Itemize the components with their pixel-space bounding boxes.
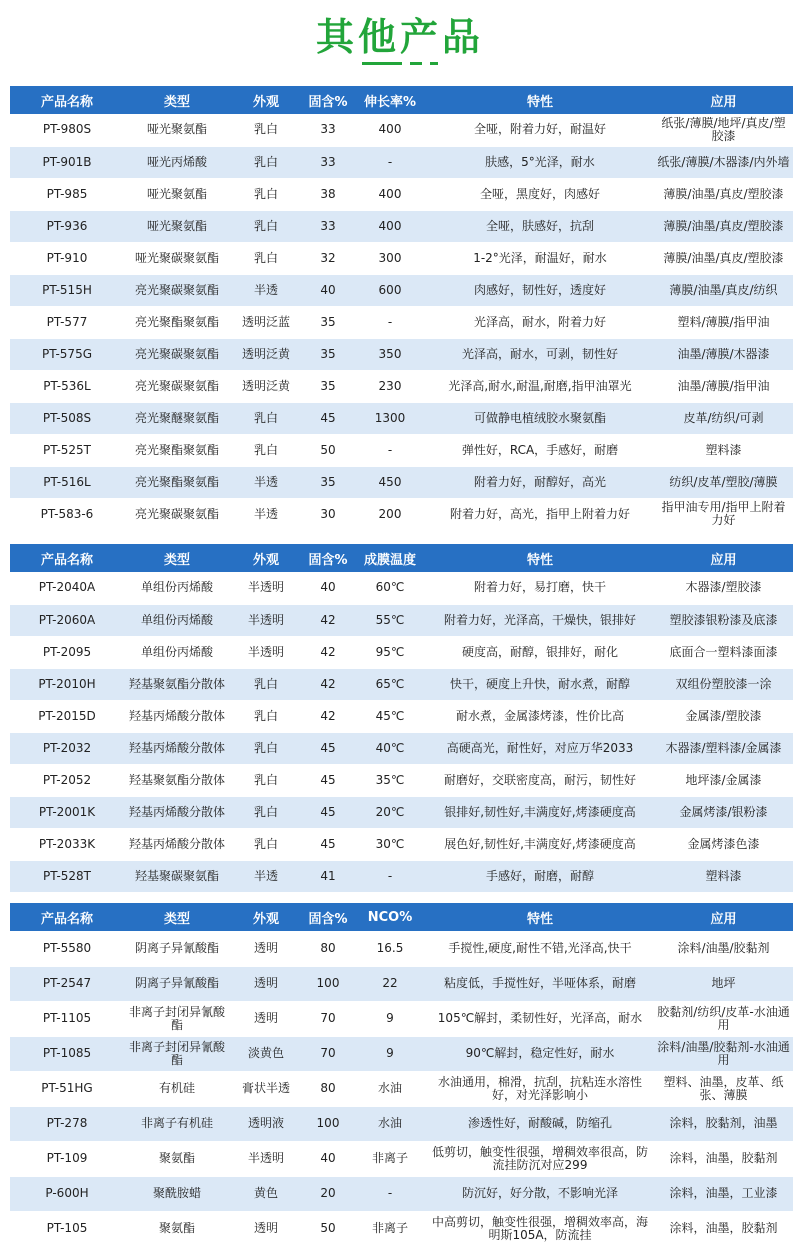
table-row: [10, 1211, 793, 1246]
cell-type: 亮光聚酯聚氨酯: [124, 434, 230, 466]
cell-appearance: 透明泛蓝: [230, 306, 302, 338]
cell-spec: 60℃: [354, 572, 426, 604]
cell-spec: 230: [354, 370, 426, 402]
title-underline: [362, 62, 438, 65]
cell-spec: 350: [354, 338, 426, 370]
column-header-application: 应用: [654, 86, 793, 114]
cell-solid-content: 45: [302, 796, 354, 828]
cell-application: 涂料，胶黏剂，油墨: [654, 1106, 793, 1141]
cell-properties: 低剪切，触变性很强，增稠效率很高，防流挂防沉对应299: [426, 1141, 654, 1176]
cell-product-name: PT-516L: [10, 466, 124, 498]
cell-solid-content: 30: [302, 498, 354, 530]
cell-product-name: PT-2040A: [10, 572, 124, 604]
cell-spec: 65℃: [354, 668, 426, 700]
table-header-row: [10, 544, 793, 572]
table-row: [10, 572, 793, 604]
cell-application: 油墨/薄膜/指甲油: [654, 370, 793, 402]
cell-solid-content: 38: [302, 178, 354, 210]
table-row: [10, 274, 793, 306]
cell-solid-content: 35: [302, 306, 354, 338]
cell-solid-content: 35: [302, 338, 354, 370]
column-header-application: 应用: [654, 544, 793, 572]
additive-crosslinker-table: [10, 903, 793, 1247]
cell-spec: 95℃: [354, 636, 426, 668]
column-header-properties: 特性: [426, 544, 654, 572]
cell-solid-content: 80: [302, 1071, 354, 1106]
cell-solid-content: 100: [302, 1106, 354, 1141]
cell-properties: 附着力好，耐醇好，高光: [426, 466, 654, 498]
cell-appearance: 透明泛黄: [230, 338, 302, 370]
cell-application: 薄膜/油墨/真皮/塑胶漆: [654, 178, 793, 210]
cell-type: 聚氨酯: [124, 1141, 230, 1176]
cell-spec: 400: [354, 210, 426, 242]
cell-appearance: 透明: [230, 966, 302, 1001]
cell-solid-content: 35: [302, 370, 354, 402]
cell-properties: 90℃解封，稳定性好，耐水: [426, 1036, 654, 1071]
cell-application: 薄膜/油墨/真皮/纺织: [654, 274, 793, 306]
cell-spec: -: [354, 860, 426, 892]
cell-properties: 全哑，黑度好，肉感好: [426, 178, 654, 210]
cell-spec: 600: [354, 274, 426, 306]
cell-appearance: 淡黄色: [230, 1036, 302, 1071]
cell-properties: 105℃解封，柔韧性好，光泽高，耐水: [426, 1001, 654, 1036]
cell-application: 木器漆/塑胶漆: [654, 572, 793, 604]
cell-product-name: PT-508S: [10, 402, 124, 434]
cell-properties: 展色好,韧性好,丰满度好,烤漆硬度高: [426, 828, 654, 860]
cell-solid-content: 33: [302, 146, 354, 178]
cell-type: 亮光聚酯聚氨酯: [124, 306, 230, 338]
cell-spec: -: [354, 146, 426, 178]
cell-solid-content: 33: [302, 114, 354, 146]
cell-properties: 中高剪切，触变性很强，增稠效率高，海明斯105A，防流挂: [426, 1211, 654, 1246]
cell-spec: 9: [354, 1001, 426, 1036]
table-row: [10, 860, 793, 892]
column-header-solid-content: 固含%: [302, 544, 354, 572]
table-row: [10, 434, 793, 466]
table-row: [10, 1036, 793, 1071]
cell-product-name: PT-528T: [10, 860, 124, 892]
cell-solid-content: 80: [302, 931, 354, 966]
table-row: [10, 796, 793, 828]
table-row: [10, 306, 793, 338]
cell-solid-content: 35: [302, 466, 354, 498]
cell-appearance: 半透明: [230, 636, 302, 668]
cell-properties: 耐磨好，交联密度高，耐污，韧性好: [426, 764, 654, 796]
cell-product-name: PT-575G: [10, 338, 124, 370]
cell-solid-content: 42: [302, 604, 354, 636]
cell-type: 非离子封闭异氰酸酯: [124, 1036, 230, 1071]
cell-appearance: 膏状半透: [230, 1071, 302, 1106]
column-header-appearance: 外观: [230, 544, 302, 572]
cell-type: 亮光聚酯聚氨酯: [124, 466, 230, 498]
cell-type: 非离子封闭异氰酸酯: [124, 1001, 230, 1036]
cell-properties: 肉感好，韧性好，透度好: [426, 274, 654, 306]
column-header-properties: 特性: [426, 903, 654, 931]
cell-spec: 水油: [354, 1106, 426, 1141]
cell-spec: 非离子: [354, 1211, 426, 1246]
cell-spec: -: [354, 434, 426, 466]
cell-appearance: 乳白: [230, 700, 302, 732]
cell-properties: 附着力好，光泽高，干燥快，银排好: [426, 604, 654, 636]
cell-spec: 55℃: [354, 604, 426, 636]
cell-solid-content: 42: [302, 700, 354, 732]
cell-solid-content: 45: [302, 764, 354, 796]
cell-product-name: PT-2001K: [10, 796, 124, 828]
cell-solid-content: 50: [302, 1211, 354, 1246]
cell-appearance: 半透明: [230, 1141, 302, 1176]
column-header-type: 类型: [124, 86, 230, 114]
cell-spec: 16.5: [354, 931, 426, 966]
cell-product-name: PT-2032: [10, 732, 124, 764]
cell-type: 哑光丙烯酸: [124, 146, 230, 178]
column-header-type: 类型: [124, 544, 230, 572]
cell-solid-content: 40: [302, 274, 354, 306]
column-header-spec: NCO%: [354, 903, 426, 931]
cell-properties: 耐水煮，金属漆烤漆，性价比高: [426, 700, 654, 732]
cell-solid-content: 33: [302, 210, 354, 242]
column-header-application: 应用: [654, 903, 793, 931]
cell-spec: 1300: [354, 402, 426, 434]
cell-appearance: 乳白: [230, 242, 302, 274]
cell-properties: 附着力好，高光，指甲上附着力好: [426, 498, 654, 530]
cell-solid-content: 50: [302, 434, 354, 466]
column-header-product-name: 产品名称: [10, 903, 124, 931]
cell-product-name: PT-1085: [10, 1036, 124, 1071]
cell-type: 羟基聚碳聚氨酯: [124, 860, 230, 892]
cell-properties: 全哑，肤感好，抗刮: [426, 210, 654, 242]
table-row: [10, 178, 793, 210]
cell-application: 薄膜/油墨/真皮/塑胶漆: [654, 210, 793, 242]
cell-application: 金属烤漆/银粉漆: [654, 796, 793, 828]
cell-type: 亮光聚碳聚氨酯: [124, 338, 230, 370]
cell-application: 油墨/薄膜/木器漆: [654, 338, 793, 370]
column-header-spec: 成膜温度: [354, 544, 426, 572]
cell-product-name: PT-515H: [10, 274, 124, 306]
cell-appearance: 半透明: [230, 572, 302, 604]
cell-product-name: PT-910: [10, 242, 124, 274]
table-row: [10, 700, 793, 732]
table-row: [10, 1001, 793, 1036]
cell-properties: 银排好,韧性好,丰满度好,烤漆硬度高: [426, 796, 654, 828]
cell-product-name: PT-5580: [10, 931, 124, 966]
cell-product-name: PT-2010H: [10, 668, 124, 700]
cell-properties: 弹性好，RCA，手感好，耐磨: [426, 434, 654, 466]
table-row: [10, 466, 793, 498]
cell-application: 指甲油专用/指甲上附着力好: [654, 498, 793, 530]
cell-type: 单组份丙烯酸: [124, 604, 230, 636]
cell-application: 塑料、油墨，皮革、纸张、薄膜: [654, 1071, 793, 1106]
cell-application: 塑料漆: [654, 860, 793, 892]
cell-application: 塑料漆: [654, 434, 793, 466]
cell-product-name: PT-525T: [10, 434, 124, 466]
cell-appearance: 透明泛黄: [230, 370, 302, 402]
cell-properties: 粘度低，手搅性好，半哑体系，耐磨: [426, 966, 654, 1001]
cell-appearance: 乳白: [230, 434, 302, 466]
cell-type: 有机硅: [124, 1071, 230, 1106]
cell-product-name: PT-1105: [10, 1001, 124, 1036]
cell-product-name: PT-51HG: [10, 1071, 124, 1106]
cell-appearance: 乳白: [230, 668, 302, 700]
cell-application: 胶黏剂/纺织/皮革-水油通用: [654, 1001, 793, 1036]
cell-product-name: PT-936: [10, 210, 124, 242]
column-header-solid-content: 固含%: [302, 903, 354, 931]
cell-application: 涂料/油墨/胶黏剂-水油通用: [654, 1036, 793, 1071]
cell-application: 薄膜/油墨/真皮/塑胶漆: [654, 242, 793, 274]
cell-solid-content: 42: [302, 636, 354, 668]
cell-appearance: 乳白: [230, 402, 302, 434]
cell-type: 阴离子异氰酸酯: [124, 931, 230, 966]
cell-type: 非离子有机硅: [124, 1106, 230, 1141]
cell-appearance: 透明液: [230, 1106, 302, 1141]
cell-properties: 全哑，附着力好，耐温好: [426, 114, 654, 146]
cell-solid-content: 42: [302, 668, 354, 700]
column-header-type: 类型: [124, 903, 230, 931]
cell-appearance: 透明: [230, 1211, 302, 1246]
cell-properties: 光泽高,耐水,耐温,耐磨,指甲油罩光: [426, 370, 654, 402]
column-header-product-name: 产品名称: [10, 86, 124, 114]
table-row: [10, 498, 793, 530]
cell-product-name: PT-105: [10, 1211, 124, 1246]
cell-spec: 9: [354, 1036, 426, 1071]
cell-solid-content: 45: [302, 402, 354, 434]
cell-properties: 快干，硬度上升快，耐水煮，耐醇: [426, 668, 654, 700]
cell-product-name: P-600H: [10, 1176, 124, 1211]
cell-appearance: 乳白: [230, 114, 302, 146]
table-row: [10, 966, 793, 1001]
cell-properties: 高硬高光，耐性好，对应万华2033: [426, 732, 654, 764]
table-row: [10, 114, 793, 146]
cell-application: 塑胶漆银粉漆及底漆: [654, 604, 793, 636]
cell-product-name: PT-2547: [10, 966, 124, 1001]
cell-application: 皮革/纺织/可剥: [654, 402, 793, 434]
cell-type: 羟基聚氨酯分散体: [124, 764, 230, 796]
cell-properties: 1-2°光泽，耐温好，耐水: [426, 242, 654, 274]
cell-appearance: 乳白: [230, 146, 302, 178]
cell-properties: 附着力好，易打磨，快干: [426, 572, 654, 604]
cell-appearance: 半透明: [230, 604, 302, 636]
table-row: [10, 402, 793, 434]
cell-spec: 45℃: [354, 700, 426, 732]
cell-type: 聚氨酯: [124, 1211, 230, 1246]
page-title: 其他产品: [315, 15, 484, 59]
table-header-row: [10, 903, 793, 931]
cell-application: 金属烤漆色漆: [654, 828, 793, 860]
cell-properties: 肤感，5°光泽，耐水: [426, 146, 654, 178]
column-header-product-name: 产品名称: [10, 544, 124, 572]
cell-solid-content: 45: [302, 828, 354, 860]
column-header-appearance: 外观: [230, 903, 302, 931]
cell-properties: 可做静电植绒胶水聚氨酯: [426, 402, 654, 434]
table-row: [10, 1176, 793, 1211]
cell-type: 聚酰胺蜡: [124, 1176, 230, 1211]
table-row: [10, 604, 793, 636]
cell-properties: 硬度高，耐醇，银排好，耐化: [426, 636, 654, 668]
cell-appearance: 半透: [230, 498, 302, 530]
cell-type: 亮光聚碳聚氨酯: [124, 498, 230, 530]
cell-type: 哑光聚氨酯: [124, 114, 230, 146]
column-header-appearance: 外观: [230, 86, 302, 114]
cell-solid-content: 40: [302, 1141, 354, 1176]
table-header-row: [10, 86, 793, 114]
cell-type: 亮光聚碳聚氨酯: [124, 274, 230, 306]
table-row: [10, 1106, 793, 1141]
cell-application: 塑料/薄膜/指甲油: [654, 306, 793, 338]
cell-spec: 200: [354, 498, 426, 530]
cell-spec: 40℃: [354, 732, 426, 764]
table-row: [10, 732, 793, 764]
cell-product-name: PT-985: [10, 178, 124, 210]
cell-appearance: 黄色: [230, 1176, 302, 1211]
cell-solid-content: 40: [302, 572, 354, 604]
cell-solid-content: 45: [302, 732, 354, 764]
cell-solid-content: 70: [302, 1036, 354, 1071]
cell-spec: -: [354, 306, 426, 338]
cell-properties: 防沉好，好分散，不影响光泽: [426, 1176, 654, 1211]
column-header-properties: 特性: [426, 86, 654, 114]
cell-type: 亮光聚碳聚氨酯: [124, 370, 230, 402]
cell-product-name: PT-577: [10, 306, 124, 338]
cell-product-name: PT-583-6: [10, 498, 124, 530]
cell-product-name: PT-2033K: [10, 828, 124, 860]
cell-properties: 光泽高，耐水，附着力好: [426, 306, 654, 338]
table-row: [10, 210, 793, 242]
table-row: [10, 338, 793, 370]
cell-product-name: PT-278: [10, 1106, 124, 1141]
cell-properties: 手感好，耐磨，耐醇: [426, 860, 654, 892]
cell-spec: 22: [354, 966, 426, 1001]
table-row: [10, 146, 793, 178]
cell-application: 金属漆/塑胶漆: [654, 700, 793, 732]
cell-application: 涂料，油墨，工业漆: [654, 1176, 793, 1211]
cell-application: 纺织/皮革/塑胶/薄膜: [654, 466, 793, 498]
cell-appearance: 透明: [230, 931, 302, 966]
cell-appearance: 乳白: [230, 178, 302, 210]
cell-application: 地坪漆/金属漆: [654, 764, 793, 796]
cell-solid-content: 100: [302, 966, 354, 1001]
cell-properties: 手搅性,硬度,耐性不错,光泽高,快干: [426, 931, 654, 966]
table-row: [10, 636, 793, 668]
cell-solid-content: 20: [302, 1176, 354, 1211]
column-header-spec: 伸长率%: [354, 86, 426, 114]
table-row: [10, 1071, 793, 1106]
cell-type: 哑光聚氨酯: [124, 210, 230, 242]
cell-appearance: 乳白: [230, 796, 302, 828]
cell-solid-content: 70: [302, 1001, 354, 1036]
cell-properties: 水油通用，棉滑，抗刮，抗粘连水溶性好，对光泽影响小: [426, 1071, 654, 1106]
cell-type: 羟基丙烯酸分散体: [124, 796, 230, 828]
cell-solid-content: 41: [302, 860, 354, 892]
cell-type: 单组份丙烯酸: [124, 636, 230, 668]
cell-appearance: 半透: [230, 466, 302, 498]
matte-gloss-resin-table: [10, 86, 793, 531]
cell-type: 羟基丙烯酸分散体: [124, 828, 230, 860]
cell-spec: 400: [354, 178, 426, 210]
cell-application: 地坪: [654, 966, 793, 1001]
cell-type: 哑光聚氨酯: [124, 178, 230, 210]
hydroxyl-dispersion-table: [10, 544, 793, 893]
cell-product-name: PT-2052: [10, 764, 124, 796]
cell-spec: -: [354, 1176, 426, 1211]
cell-spec: 非离子: [354, 1141, 426, 1176]
cell-type: 亮光聚醚聚氨酯: [124, 402, 230, 434]
cell-type: 羟基丙烯酸分散体: [124, 732, 230, 764]
cell-product-name: PT-2015D: [10, 700, 124, 732]
cell-product-name: PT-2095: [10, 636, 124, 668]
cell-properties: 渗透性好，耐酸碱，防缩孔: [426, 1106, 654, 1141]
table-row: [10, 931, 793, 966]
cell-application: 涂料/油墨/胶黏剂: [654, 931, 793, 966]
cell-solid-content: 32: [302, 242, 354, 274]
cell-properties: 光泽高，耐水，可剥，韧性好: [426, 338, 654, 370]
column-header-solid-content: 固含%: [302, 86, 354, 114]
cell-spec: 水油: [354, 1071, 426, 1106]
cell-product-name: PT-536L: [10, 370, 124, 402]
cell-type: 单组份丙烯酸: [124, 572, 230, 604]
table-row: [10, 242, 793, 274]
cell-application: 木器漆/塑料漆/金属漆: [654, 732, 793, 764]
cell-spec: 450: [354, 466, 426, 498]
table-row: [10, 764, 793, 796]
cell-type: 羟基聚氨酯分散体: [124, 668, 230, 700]
cell-spec: 35℃: [354, 764, 426, 796]
cell-product-name: PT-2060A: [10, 604, 124, 636]
cell-product-name: PT-901B: [10, 146, 124, 178]
cell-application: 纸张/薄膜/木器漆/内外墙: [654, 146, 793, 178]
cell-appearance: 半透: [230, 274, 302, 306]
cell-appearance: 乳白: [230, 210, 302, 242]
cell-type: 羟基丙烯酸分散体: [124, 700, 230, 732]
cell-type: 哑光聚碳聚氨酯: [124, 242, 230, 274]
cell-product-name: PT-109: [10, 1141, 124, 1176]
cell-spec: 30℃: [354, 828, 426, 860]
cell-application: 纸张/薄膜/地坪/真皮/塑胶漆: [654, 114, 793, 146]
cell-appearance: 乳白: [230, 732, 302, 764]
table-row: [10, 1141, 793, 1176]
cell-application: 涂料，油墨，胶黏剂: [654, 1211, 793, 1246]
cell-product-name: PT-980S: [10, 114, 124, 146]
cell-application: 底面合一塑料漆面漆: [654, 636, 793, 668]
cell-spec: 400: [354, 114, 426, 146]
cell-application: 双组份塑胶漆一涂: [654, 668, 793, 700]
table-row: [10, 828, 793, 860]
cell-spec: 300: [354, 242, 426, 274]
cell-appearance: 半透: [230, 860, 302, 892]
table-row: [10, 668, 793, 700]
cell-appearance: 透明: [230, 1001, 302, 1036]
cell-spec: 20℃: [354, 796, 426, 828]
table-row: [10, 370, 793, 402]
cell-application: 涂料，油墨，胶黏剂: [654, 1141, 793, 1176]
cell-appearance: 乳白: [230, 828, 302, 860]
cell-appearance: 乳白: [230, 764, 302, 796]
cell-type: 阴离子异氰酸酯: [124, 966, 230, 1001]
